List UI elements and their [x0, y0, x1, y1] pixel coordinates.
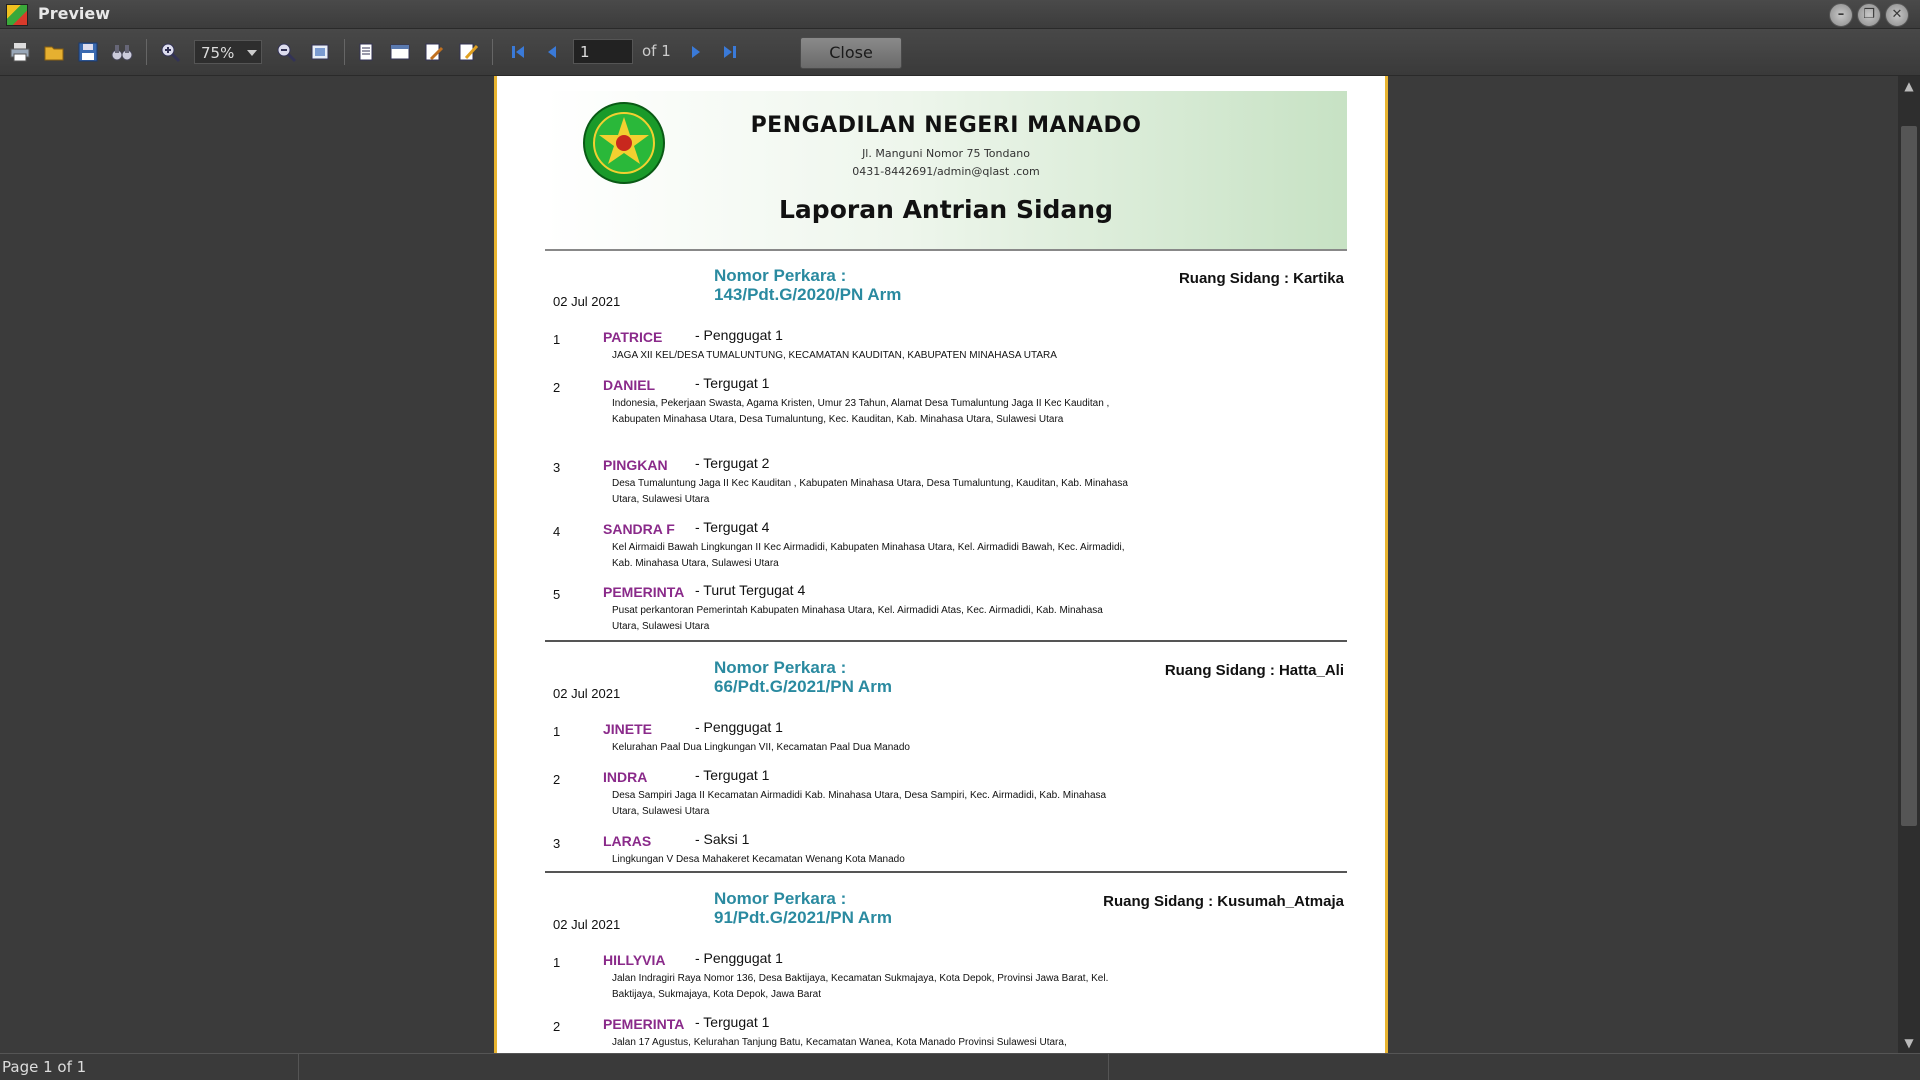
- case-number-label: Nomor Perkara :: [714, 658, 847, 677]
- zoom-in-icon[interactable]: [158, 40, 182, 64]
- preview-viewport: [0, 76, 1898, 1053]
- party-number: 1: [553, 955, 561, 970]
- next-page-icon[interactable]: [684, 40, 708, 64]
- case-date: 02 Jul 2021: [553, 917, 621, 932]
- case-date: 02 Jul 2021: [553, 686, 621, 701]
- toolbar-separator: [492, 39, 493, 65]
- party-role: - Saksi 1: [695, 831, 750, 847]
- case-number-label: Nomor Perkara :: [714, 889, 847, 908]
- party-name: JINETE: [603, 721, 653, 737]
- court-seal-icon: [583, 93, 665, 193]
- party-address: Pusat perkantoran Pemerintah Kabupaten Minahasa Utara, Kel. Airmadidi Atas, Kec. Airmadidi, Kab. Minahasa Utara, Sulawesi Utara: [612, 605, 1103, 632]
- scrollbar-thumb[interactable]: [1901, 126, 1917, 826]
- case-number: 66/Pdt.G/2021/PN Arm: [714, 677, 892, 696]
- party-address: Jalan Indragiri Raya Nomor 136, Desa Baktijaya, Kecamatan Sukmajaya, Kota Depok, Provinsi Jawa Barat, Kel. Baktijaya, Sukmajaya, Kota Depok, Jawa Barat: [612, 973, 1109, 1000]
- party-address: Kelurahan Paal Dua Lingkungan VII, Kecamatan Paal Dua Manado: [612, 742, 910, 753]
- party-name: LARAS: [603, 833, 652, 849]
- party-role: - Tergugat 2: [695, 455, 770, 471]
- save-icon[interactable]: [76, 40, 100, 64]
- vertical-scrollbar[interactable]: [1898, 76, 1920, 1053]
- case-date: 02 Jul 2021: [553, 294, 621, 309]
- status-bar: [0, 1053, 1920, 1080]
- party-address: JAGA XII KEL/DESA TUMALUNTUNG, KECAMATAN KAUDITAN, KABUPATEN MINAHASA UTARA: [612, 350, 1057, 361]
- toolbar: [0, 29, 1920, 76]
- scroll-down-icon[interactable]: ▼: [1904, 1036, 1914, 1050]
- app-icon: [6, 4, 28, 26]
- single-page-icon[interactable]: [354, 40, 378, 64]
- page-count: of 1: [642, 42, 671, 60]
- party-role: - Penggugat 1: [695, 327, 783, 343]
- case-number-label: Nomor Perkara :: [714, 266, 847, 285]
- scroll-up-icon[interactable]: ▲: [1904, 79, 1914, 93]
- report-page: [494, 76, 1388, 1053]
- first-page-icon[interactable]: [506, 40, 530, 64]
- party-name: INDRA: [603, 769, 648, 785]
- last-page-icon[interactable]: [718, 40, 742, 64]
- party-role: - Tergugat 1: [695, 767, 770, 783]
- case-divider: [545, 640, 1347, 642]
- case-divider: [545, 871, 1347, 873]
- party-role: - Penggugat 1: [695, 719, 783, 735]
- party-role: - Tergugat 4: [695, 519, 770, 535]
- toolbar-separator: [344, 39, 345, 65]
- party-name: PEMERINTA: [603, 1016, 685, 1032]
- case-number: 143/Pdt.G/2020/PN Arm: [714, 285, 902, 304]
- party-address: Desa Tumaluntung Jaga II Kec Kauditan , Kabupaten Minahasa Utara, Desa Tumaluntung, Kauditan, Kab. Minahasa Utara, Sulawesi Utara: [612, 478, 1128, 505]
- party-name: PEMERINTA: [603, 584, 685, 600]
- party-number: 2: [553, 1019, 561, 1034]
- print-icon[interactable]: [8, 40, 32, 64]
- page-number-input[interactable]: 1: [573, 39, 633, 64]
- toolbar-separator: [146, 39, 147, 65]
- party-number: 3: [553, 460, 561, 475]
- courtroom: Ruang Sidang : Kartika: [1178, 270, 1344, 287]
- party-name: PATRICE: [603, 329, 663, 345]
- party-address: Jalan 17 Agustus, Kelurahan Tanjung Batu, Kecamatan Wanea, Kota Manado Provinsi Sulawesi Utara,: [612, 1037, 1067, 1048]
- party-name: SANDRA F: [603, 521, 675, 537]
- party-role: - Turut Tergugat 4: [695, 582, 806, 598]
- chevron-down-icon: [247, 50, 257, 56]
- case-number: 91/Pdt.G/2021/PN Arm: [714, 908, 892, 927]
- party-name: PINGKAN: [603, 457, 668, 473]
- party-number: 1: [553, 332, 561, 347]
- party-address: Indonesia, Pekerjaan Swasta, Agama Kristen, Umur 23 Tahun, Alamat Desa Tumaluntung Jaga II Kec Kauditan , Kabupaten Minahasa Utara, Desa Tumaluntung, Kec. Kauditan, Kab. Minahasa Utara, Sulawesi Utara: [612, 398, 1110, 425]
- zoom-select[interactable]: [194, 40, 262, 64]
- previous-page-icon[interactable]: [540, 40, 564, 64]
- party-number: 2: [553, 380, 561, 395]
- party-number: 2: [553, 772, 561, 787]
- close-window-icon[interactable]: ✕: [1885, 3, 1909, 27]
- close-button[interactable]: Close: [800, 37, 902, 69]
- edit-icon[interactable]: [456, 40, 480, 64]
- party-number: 4: [553, 524, 561, 539]
- courtroom: Ruang Sidang : Kusumah_Atmaja: [1103, 893, 1344, 910]
- window-title: Preview: [38, 4, 111, 23]
- title-bar: [0, 0, 1920, 29]
- party-role: - Tergugat 1: [695, 375, 770, 391]
- status-separator: [298, 1054, 299, 1080]
- court-address: Jl. Manguni Nomor 75 Tondano: [862, 147, 1030, 160]
- party-address: Desa Sampiri Jaga II Kecamatan Airmadidi Kab. Minahasa Utara, Desa Sampiri, Kec. Airmadidi, Kab. Minahasa Utara, Sulawesi Utara: [612, 790, 1107, 817]
- restore-icon[interactable]: ❐: [1857, 3, 1881, 27]
- party-number: 3: [553, 836, 561, 851]
- design-icon[interactable]: [422, 40, 446, 64]
- status-separator: [1108, 1054, 1109, 1080]
- party-name: DANIEL: [603, 377, 656, 393]
- page-setup-icon[interactable]: [388, 40, 412, 64]
- party-role: - Tergugat 1: [695, 1014, 770, 1030]
- report-header: [545, 91, 1347, 251]
- court-name: PENGADILAN NEGERI MANADO: [750, 113, 1142, 138]
- party-name: HILLYVIA: [603, 952, 666, 968]
- party-address: Kel Airmaidi Bawah Lingkungan II Kec Airmadidi, Kabupaten Minahasa Utara, Kel. Airmadidi Bawah, Kec. Airmadidi, Kab. Minahasa Utara, Sulawesi Utara: [612, 542, 1125, 569]
- party-number: 1: [553, 724, 561, 739]
- party-address: Lingkungan V Desa Mahakeret Kecamatan Wenang Kota Manado: [612, 854, 905, 865]
- zoom-value: 75%: [201, 44, 235, 62]
- court-contact: 0431-8442691/admin@qlast .com: [852, 165, 1040, 178]
- open-folder-icon[interactable]: [42, 40, 66, 64]
- minimize-icon[interactable]: –: [1829, 3, 1853, 27]
- fit-page-icon[interactable]: [308, 40, 332, 64]
- zoom-out-icon[interactable]: [274, 40, 298, 64]
- party-role: - Penggugat 1: [695, 950, 783, 966]
- status-page-info: Page 1 of 1: [2, 1058, 87, 1076]
- report-title: Laporan Antrian Sidang: [779, 195, 1113, 224]
- find-binoculars-icon[interactable]: [110, 40, 134, 64]
- courtroom: Ruang Sidang : Hatta_Ali: [1164, 662, 1344, 679]
- party-number: 5: [553, 587, 561, 602]
